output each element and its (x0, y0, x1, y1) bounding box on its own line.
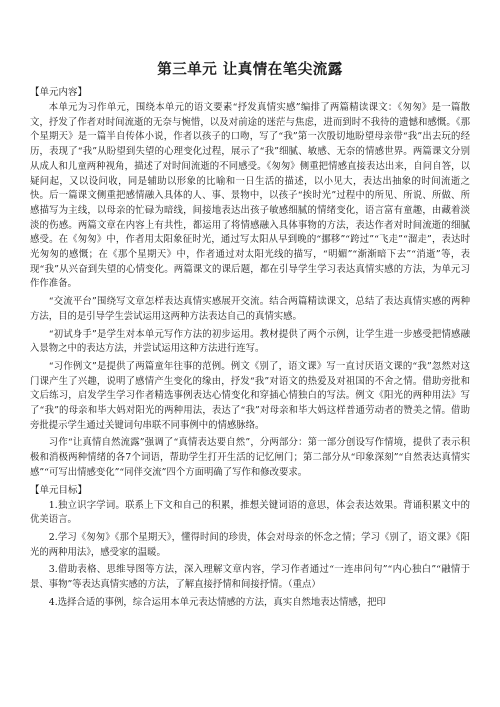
goal-4: 4.选择合适的事例，综合运用本单元表达情感的方法，真实自然地表达情感，把印 (48, 596, 386, 608)
paragraph-4: “习作例文”是提供了两篇童年往事的范例。例文《别了，语文课》写一直讨厌语文课的“我”忽然对这门课产生了兴趣，说明了感情产生变化的缘由，抒发“我”对语文的热爱及对祖国的不舍之情。借助旁批和文后练习，启发学生学习作者精选事例表达心情变化和穿插心情独白的写法。例文《阳光的两种用法》写了“我”的母亲和毕大妈对阳光的两种用法，表达了“我”对母亲和毕大妈这样普通劳动者的赞美之情。借助旁批提示学生通过关键词句串联不同事例中的情感脉络。 (30, 360, 470, 431)
goal-1: 1.独立识字学词。联系上下文和自己的积累，推想关键词语的意思，体会表达效果。背诵积累文中的优美语言。 (30, 499, 470, 526)
paragraph-1: 本单元为习作单元，围绕本单元的语文要素“抒发真情实感”编排了两篇精读课文：《匆匆》是一篇散文，抒发了作者对时间流逝的无奈与惋惜，以及对前途的迷茫与焦虑，进而到时不我待的遗憾和感慨。《那个星期天》是一篇半自传体小说，作者以孩子的口吻，写了“我”第一次殷切地盼望母亲带“我”出去玩的经历，表现了“我”从盼望到失望的心理变化过程，展示了“我”细腻、敏感、无奈的情感世界。两篇课文分别从成人和儿童两种视角，描述了对时间流逝的不同感受。《匆匆》侧重把情感直接表达出来，自问自答，以疑问起，又以设问收，同是辅助以形象的比喻和一日生活的描述，以小见大，表达出抽象的时间流逝之快。后一篇课文侧重把感情融入具体的人、事、景物中，以孩子“挨时光”过程中的所见、所说、所做、所感描写为主线，以母亲的忙碌为暗线，间接地表达出孩子敏感细腻的情绪变化，语言富有童趣，由藏着淡淡的伤感。两篇文章在内容上有共性，都运用了将情感融入具体事物的方法，表达作者对时间流逝的细腻感受。在《匆匆》中，作者用太阳象征时光，通过写太阳从早到晚的“挪移”“跨过”“飞走”“溜走”，表达时光匆匆的感慨；在《那个星期天》中，作者通过对太阳光线的描写，“明媚”“渐渐暗下去”“消逝”等，表现“我”从兴奋到失望的心情变化。两篇课文的课后题，都在引导学生学习表达真情实感的方法，为单元习作作准备。 (30, 102, 470, 290)
goal-3: 3.借助表格、思维导图等方法，深入理解文章内容，学习作者通过“一连串问句”“内心独白”“融情于景、事物”等表达真情实感的方法，了解直接抒情和间接抒情。（重点） (30, 564, 470, 591)
section-heading-content: 【单元内容】 (30, 87, 88, 98)
page-title: 第三单元 让真情在笔尖流露 (157, 62, 343, 78)
paragraph-2: “交流平台”围绕写文章怎样表达真情实感展开交流。结合两篇精读课文，总结了表达真情实感的两种方法，目的是引导学生尝试运用这两种方法表达自己的真情实感。 (30, 296, 470, 322)
paragraph-3: “初试身手”是学生对本单元写作方法的初步运用。教材提供了两个示例，让学生进一步感受把情感融入景物之中的表达方法，并尝试运用这种方法进行连写。 (30, 328, 470, 355)
goal-2: 2.学习《匆匆》《那个星期天》，懂得时间的珍贵，体会对母亲的怀念之情；学习《别了，语文课》《阳光的两种用法》，感受家的温暖。 (30, 531, 470, 558)
section-heading-goals: 【单元目标】 (30, 484, 88, 496)
paragraph-5: 习作“让真情自然流露”强调了“真情表达要自然”，分两部分：第一部分创设写作情境，提供了表示积极和消极两种情绪的各7个词语，帮助学生打开生活的记忆闸门；第二部分从“印象深刻”“自然表达真情实感”“可写出情感变化”“同伴交流”四个方面明确了写作和修改要求。 (30, 437, 470, 478)
